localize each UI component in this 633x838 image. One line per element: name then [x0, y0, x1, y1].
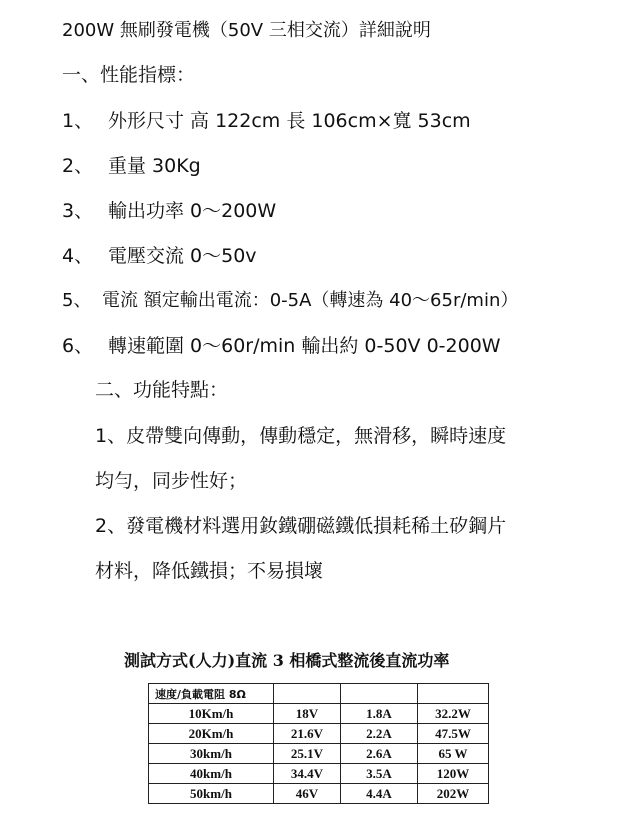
table-header-cell: [274, 684, 341, 704]
power-test-table: [148, 683, 489, 804]
section-heading-performance: 一、性能指標：: [62, 64, 196, 86]
table-row: [149, 764, 489, 784]
spec-text: 輸出功率 0～200W: [108, 200, 277, 222]
spec-text: 電壓交流 0～50v: [108, 245, 257, 267]
table-cell-speed: 10Km/h: [149, 704, 274, 724]
table-cell-power: 202W: [418, 784, 489, 804]
table-cell-voltage: 18V: [274, 704, 341, 724]
feature-1-line-2: 均勻，同步性好；: [95, 470, 248, 492]
table-cell-current: 1.8A: [341, 704, 418, 724]
table-cell-voltage: 34.4V: [274, 764, 341, 784]
table-cell-current: 3.5A: [341, 764, 418, 784]
table-cell-speed: 40km/h: [149, 764, 274, 784]
spec-item-weight: [62, 153, 201, 179]
table-header-cell: 速度/負載電阻 8Ω: [149, 684, 274, 704]
table-cell-power: 65 W: [418, 744, 489, 764]
table-cell-voltage: 25.1V: [274, 744, 341, 764]
table-cell-speed: 20Km/h: [149, 724, 274, 744]
table-cell-speed: 50km/h: [149, 784, 274, 804]
table-cell-voltage: 21.6V: [274, 724, 341, 744]
spec-text: 電流 額定輸出電流：0-5A（轉速為 40～65r/min）: [102, 290, 519, 311]
table-cell-power: 120W: [418, 764, 489, 784]
spec-text: 外形尺寸 高 122cm 長 106cm×寬 53cm: [108, 110, 471, 132]
table-cell-speed: 30km/h: [149, 744, 274, 764]
table-header-row: [149, 684, 489, 704]
section-heading-features: 二、功能特點：: [95, 379, 229, 401]
feature-2-line-1: 2、發電機材料選用釹鐵硼磁鐵低損耗稀土矽鋼片: [95, 515, 507, 537]
spec-item-dimensions: [62, 108, 471, 134]
table-cell-power: 32.2W: [418, 704, 489, 724]
spec-item-voltage: [62, 243, 257, 269]
spec-number: 4、: [62, 245, 94, 267]
spec-item-power: [62, 198, 276, 224]
spec-text: 重量 30Kg: [108, 155, 201, 177]
table-cell-current: 4.4A: [341, 784, 418, 804]
table-cell-power: 47.5W: [418, 724, 489, 744]
spec-number: 3、: [62, 200, 94, 222]
table-row: [149, 744, 489, 764]
spec-number: 5、: [62, 290, 92, 311]
table-row: [149, 704, 489, 724]
spec-item-speed-range: [62, 333, 501, 359]
table-cell-voltage: 46V: [274, 784, 341, 804]
spec-text: 轉速範圍 0～60r/min 輸出約 0-50V 0-200W: [108, 335, 501, 357]
table-cell-current: 2.6A: [341, 744, 418, 764]
document-title: 200W 無刷發電機（50V 三相交流）詳細說明: [62, 20, 431, 41]
spec-item-current: [62, 288, 518, 314]
table-cell-current: 2.2A: [341, 724, 418, 744]
spec-number: 6、: [62, 335, 94, 357]
spec-number: 2、: [62, 155, 94, 177]
table-title: 測試方式(人力)直流 3 相橋式整流後直流功率: [124, 651, 450, 670]
table-header-cell: [341, 684, 418, 704]
table-row: [149, 724, 489, 744]
table-row: [149, 784, 489, 804]
table-header-cell: [418, 684, 489, 704]
feature-1-line-1: 1、皮帶雙向傳動，傳動穩定，無滑移，瞬時速度: [95, 425, 507, 447]
spec-number: 1、: [62, 110, 94, 132]
feature-2-line-2: 材料，降低鐵損；不易損壞: [95, 560, 324, 582]
